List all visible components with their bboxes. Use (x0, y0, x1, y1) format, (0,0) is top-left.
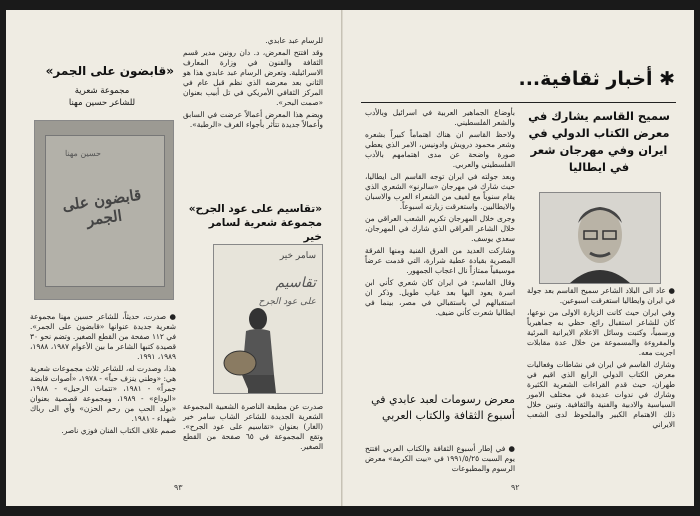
section-header: ✱ أخبار ثقافية... (518, 68, 675, 90)
paragraph: وشاركت العديد من الفرق الفنية ومنها الفرقة المصرية بقيادة عطية شرارة، التي قدمت عرضاً موسيقياً ممتازاً نال اعجاب الجمهور. (365, 246, 515, 275)
right-page (343, 10, 694, 506)
photo-caption: ● عاد الى البلاد الشاعر سميح القاسم بعد جولة في ايران وايطاليا استغرقت اسبوعين. (527, 286, 675, 305)
section-title-qabidun: «قابضون على الجمر» (45, 64, 174, 78)
book-cover-title: قابضون على الجمر (61, 185, 143, 230)
section-title-abidi: معرض رسومات لعبد عابدي في أسبوع الثقافة والكتاب العربي (371, 393, 515, 422)
section-author: للشاعر حسين مهنا (68, 98, 136, 108)
paragraph: وقد افتتح المعرض، د. دان رونين مدير قسم الثقافة والفنون في وزارة المعارف الاسرائيلية. وتعرض الرسام عبد عابدي هذا هو الثاني بعد معرضه الذي نظم قبل عام في المركز الثقافي الأمريكي في تل أبيب بعنوان «صمت البحر». (183, 48, 323, 107)
paragraph: بأوضاع الجماهير العربية في اسرائيل وبالأدب والشعر الفلسطيني. (365, 108, 515, 127)
paragraph: للرسام عبد عابدي. (265, 36, 323, 45)
paragraph: هذا، وصدرت له، للشاعر ثلاث مجموعات شعرية هي: «وطني ينزف حباً» - ١٩٧٨، «أصوات قابضة جمراً» - ١٩٨١، «تتمات الرحيل» - ١٩٨٨، «الوداع» - ١٩٨٩، ومجموعة قصصية بعنوان «يولد الحب من رحم الحزن» وأي الى رباك شهداء - ١٩٨١. (30, 364, 176, 423)
book-cover-title: على عود الجرح (258, 297, 316, 307)
page-number: ٩٣ (174, 483, 183, 492)
author-photo (539, 192, 661, 284)
headline: سميح القاسم يشارك في معرض الكتاب الدولي في ايران وفي مهرجان شعر في ايطاليا (528, 109, 670, 174)
paragraph: وفي ايران حيث كانت الزيارة الاولى من نوعها، كان للشاعر استقبال رائع. حظي به جماهيرياً ورسمياً، وكتبت وسائل الاعلام الايرانية المرئية والمقروءة والمسموعة من خلال عدة مقابلات اجريت معه. (527, 308, 675, 357)
paragraph: ● صدرت، حديثاً، للشاعر حسين مهنا مجموعة شعرية جديدة عنوانها «قابضون على الجمر». في ١١٢ صفحة من القطع الصغير. وتضم نحو ٣٠ قصيدة كتبها الشاعر ما بين الأعوام ١٩٨٧، ١٩٨٨، ١٩٨٩، ١٩٩١. (30, 312, 176, 361)
paragraph: ويضم هذا المعرض أعمالاً عرضت في السابق وأعمالاً جديدة تتأثر بأجواء الغرف «الرطبة». (183, 110, 323, 129)
page-number: ٩٢ (511, 483, 520, 492)
left-page-column-right-bottom (183, 402, 323, 454)
left-page-column-left (30, 312, 176, 438)
paragraph: صدرت عن مطبعة الناصرة الشعبية المجموعة الشعرية الجديدة للشاعر الشاب سامر خير (الغار) بعنوان «تقاسيم على عود الجرح». وتقع المجموعة في ٦٥ صفحة من القطع الصغير. (183, 402, 323, 451)
right-page-column-left-bottom (365, 444, 515, 476)
right-page-column-left (365, 108, 515, 320)
book-cover-qabidun (34, 120, 174, 300)
book-cover-title: تقاسيم (275, 275, 316, 291)
paragraph: ● في إطار أسبوع الثقافة والكتاب العربي افتتح يوم السبت ١٩٩١/٥/٢٥ في «بيت الكرمة» معرض الرسوم والمطبوعات (365, 444, 515, 473)
section-title-taqasim: «تقاسيم على عود الجرح» مجموعة شعرية لسامر خير (188, 203, 322, 243)
book-cover-author: سامر خير (279, 251, 316, 261)
section-subtitle: مجموعة شعرية (74, 86, 130, 96)
portrait-illustration (540, 193, 660, 283)
oud-player-illustration (218, 305, 288, 393)
book-cover-author: حسين مهنا (65, 149, 101, 158)
paragraph: وبعد جولته في ايران توجه القاسم الى ايطاليا، حيث شارك في مهرجان «سالرنو» الشعري الذي يقام سنوياً مع لفيف من الشعراء العرب والاسبان والايطاليين. واستغرقت زيارته اسبوعاً. (365, 172, 515, 211)
header-rule (361, 102, 676, 103)
left-page (6, 10, 343, 506)
paragraph: وشارك القاسم في ايران في نشاطات وفعاليات معرض الكتاب الدولي الرابع الذي اقيم في طهران، حيث قدم القراءات الشعرية الكثيرة وشارك في ندوات عديدة في مختلف الامور السياسية والادبية والفنية والثقافية. وتبين خلال ذلك الاهتمام الكبير والملحوظ لدى الشعب الايراني (527, 360, 675, 429)
paragraph: وقال القاسم: في ايران كان شعري كأني ابن اسرة يعود اليها بعد غياب طويل. وذكر ان استقبالهم لي باستقبالي في مصر، بينما في ايطاليا شعرت كأني ضيف. (365, 278, 515, 317)
paragraph: وجرى خلال المهرجان تكريم الشعب العراقي من خلال الشاعر العراقي الذي شارك في المهرجان، سعدي يوسف. (365, 214, 515, 243)
book-cover-taqasim (213, 244, 323, 394)
paragraph: صمم غلاف الكتاب الفنان فوزي ناصر. (61, 426, 176, 435)
right-page-column-right (527, 286, 675, 432)
paragraph: ولاحظ القاسم ان هناك اهتماماً كبيراً بشعره وشعر محمود درويش وادونيس، الامر الذي يعطي صورة واضحة عن مدى اهتمامهم بالأدب الفلسطيني والعربي. (365, 130, 515, 169)
left-page-column-right (183, 36, 323, 132)
